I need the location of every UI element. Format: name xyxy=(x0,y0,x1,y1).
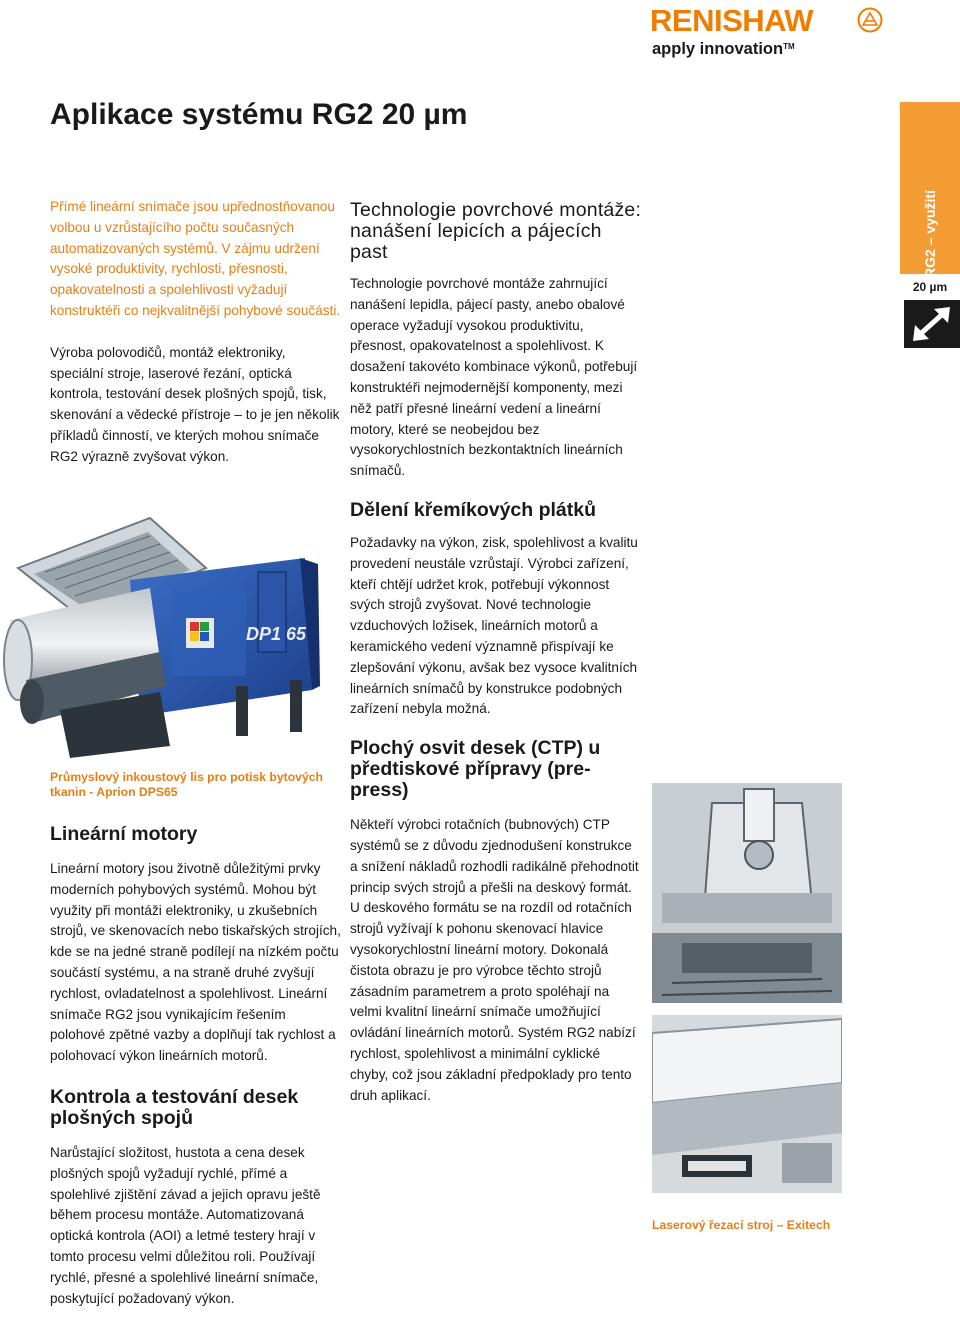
side-tab-label: RG2 – využití xyxy=(922,190,938,278)
pcb-heading: Kontrola a testování desek plošných spojů xyxy=(50,1085,299,1129)
page-title: Aplikace systému RG2 20 µm xyxy=(50,98,468,131)
logo-wordmark: RENISHAW xyxy=(650,3,814,38)
laser-cutter-photo xyxy=(652,783,842,1205)
intro-section xyxy=(50,197,342,468)
left-column-lower xyxy=(50,770,342,1309)
wafer-heading: Dělení křemíkových plátků xyxy=(350,498,597,521)
printer-photo-caption: Průmyslový inkoustový lis pro potisk bytových tkanin - Aprion DPS65 xyxy=(50,770,323,799)
side-tab-resolution: 20 µm xyxy=(912,280,948,294)
renishaw-logo xyxy=(650,4,890,60)
linear-motors-heading: Lineární motory xyxy=(50,823,198,845)
wafer-body: Požadavky na výkon, zisk, spolehlivost a kvalitu provedení neustále vzrůstají. Výrobci zařízení, kteří chtějí udržet krok, potřebují výkonnost svých strojů zvyšovat. Nové technologie vzduchových ložisek, lineárních motorů a keramického vedení významně přispívají ke zlepšování výkonu, avšak bez vysoce kvalitních lineárních snímačů by konstrukce podobných zařízení nebyla možná. xyxy=(350,534,638,717)
renishaw-emblem-icon xyxy=(857,7,883,33)
middle-column xyxy=(350,200,642,1106)
diagonal-arrow-icon xyxy=(904,300,960,348)
printer-machine-label: DP1 65 xyxy=(246,624,307,644)
smt-heading: Technologie povrchové montáže: nanášení lepicích a pájecích past xyxy=(350,199,642,263)
smt-body: Technologie povrchové montáže zahrnující nanášení lepidla, pájecí pasty, anebo obalové operace vyžadují vysokou produktivitu, přesnost, opakovatelnost a spolehlivost. K dosažení takovéto kombinace výkonů, potřebují konstruktéři nejmodernější komponenty, mezi něž patří přesné lineární vedení a lineární motory, které se neobejdou bez vysokorychlostních bezkontaktních lineárních snímačů. xyxy=(350,276,638,479)
side-tab-orange-block xyxy=(900,102,960,278)
ctp-body: Někteří výrobci rotačních (bubnových) CTP systémů se z důvodu zjednodušení konstrukce a snížení nákladů rozhodli radikálně přehodnotit princip svých strojů a přešli na deskový formát. U deskového formátu se na rozdíl od rotačních strojů vyžívají k pohonu skenovací hlavice vysokorychlostní lineární motory. Dokonalá čistota obrazu je pro výrobce těchto strojů zásadním parametrem a proto spoléhají na velmi kvalitní lineární snímače umožňující ovládání lineárních motorů. Systém RG2 nabízí rychlost, spolehlivost a minimální cyklické chyby, což jsou základní předpoklady pro tento druh aplikací. xyxy=(350,817,639,1103)
intro-paragraph-1: Přímé lineární snímače jsou upřednostňovanou volbou u vzrůstajícího počtu současných automatizovaných systémů. V zájmu udržení vysoké produktivity, rychlosti, přesnosti, opakovatelnosti a spolehlivosti vyžadují konstruktéři co nejkvalitnější pohybové součásti. xyxy=(50,199,341,318)
printer-photo xyxy=(0,510,330,758)
intro-paragraph-2: Výroba polovodičů, montáž elektroniky, speciální stroje, laserové řezání, optická kontrola, testování desek plošných spojů, tisk, skenování a vědecké přístroje – to je jen několik příkladů činností, ve kterých mohou snímače RG2 výrazně zvyšovat výkon. xyxy=(50,344,340,464)
section-side-tab xyxy=(900,102,960,348)
ctp-heading: Plochý osvit desek (CTP) u předtiskové přípravy (pre-press) xyxy=(350,737,601,802)
linear-motors-body: Lineární motory jsou životně důležitými prvky moderních pohybových systémů. Mohou být využity při montáži elektroniky, u zkušebních strojů, ve skenovacích nebo tiskařských strojích, kde se na jedné straně podílejí na nízkém počtu součástí systému, a na straně druhé zvyšují rychlost, ovladatelnost a spolehlivost. Lineární snímače RG2 jsou vynikajícím řešením polohové zpětné vazby a doplňují tak rychlost a polohovací výkon lineárních motorů. xyxy=(50,861,341,1064)
pcb-body: Narůstající složitost, hustota a cena desek plošných spojů vyžadují rychlé, přímé a spolehlivé zjištění závad a jejich opravu ještě během procesu montáže. Automatizovaná optická kontrola (AOI) a letmé testery hrají v tomto procesu velmi důležitou roli. Používají rychlé, přesné a spolehlivé lineární snímače, poskytující požadovaný výkon. xyxy=(50,1144,321,1306)
logo-tagline: apply innovation™ xyxy=(652,40,795,58)
laser-photo-caption: Laserový řezací stroj – Exitech xyxy=(652,1218,831,1232)
